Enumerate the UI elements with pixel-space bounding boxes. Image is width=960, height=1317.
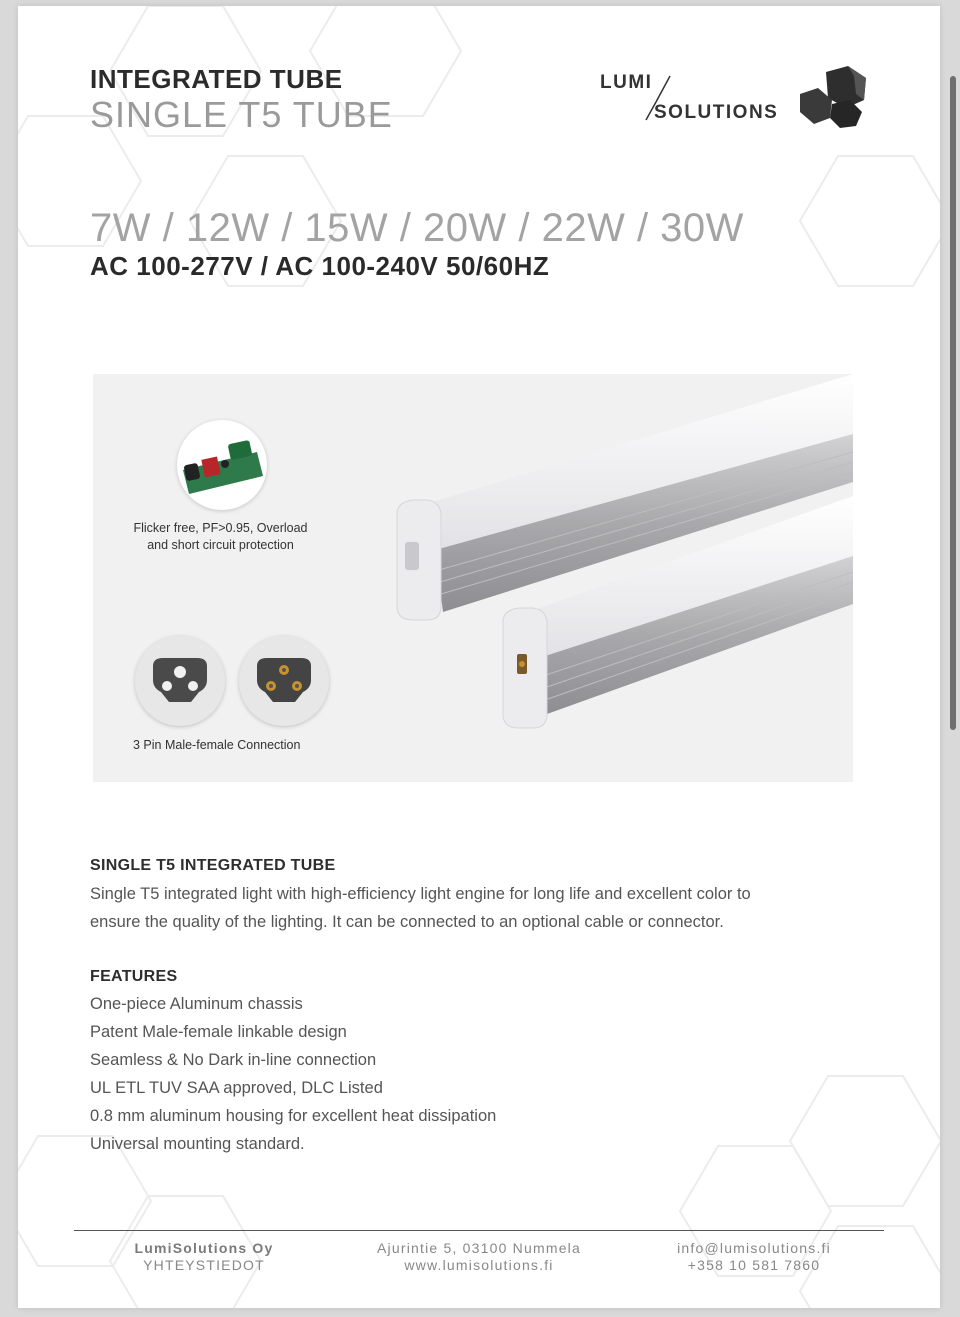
driver-caption-line-1: Flicker free, PF>0.95, Overload <box>133 521 308 535</box>
male-connector-icon <box>135 636 225 726</box>
male-connector-badge <box>135 636 225 726</box>
footer-company <box>114 1240 294 1274</box>
list-item: UL ETL TUV SAA approved, DLC Listed <box>90 1079 383 1097</box>
title-line-2: SINGLE T5 TUBE <box>90 94 393 135</box>
connector-caption: 3 Pin Male-female Connection <box>133 738 301 752</box>
list-item: Patent Male-female linkable design <box>90 1023 347 1041</box>
footer-company-sub: YHTEYSTIEDOT <box>143 1257 265 1273</box>
wattage-options: 7W / 12W / 15W / 20W / 22W / 30W <box>90 206 744 250</box>
footer-website[interactable]: www.lumisolutions.fi <box>404 1257 554 1273</box>
footer-address <box>354 1240 604 1274</box>
company-logo <box>600 64 880 144</box>
list-item: 0.8 mm aluminum housing for excellent heat dissipation <box>90 1107 497 1125</box>
driver-caption <box>133 520 308 554</box>
footer-email[interactable]: info@lumisolutions.fi <box>677 1240 831 1256</box>
footer-company-name: LumiSolutions Oy <box>134 1240 274 1256</box>
list-item: Universal mounting standard. <box>90 1135 305 1153</box>
features-list <box>90 990 496 1158</box>
features-heading: FEATURES <box>90 968 178 985</box>
logo-text-solutions: SOLUTIONS <box>654 102 779 123</box>
list-item: One-piece Aluminum chassis <box>90 995 303 1013</box>
driver-caption-line-2: and short circuit protection <box>147 538 294 552</box>
title-line-1: INTEGRATED TUBE <box>90 64 343 94</box>
female-connector-icon <box>239 636 329 726</box>
description-heading: SINGLE T5 INTEGRATED TUBE <box>90 857 336 874</box>
description-line-1: Single T5 integrated light with high-efficiency light engine for long life and excellent color to <box>90 885 751 903</box>
footer-street: Ajurintie 5, 03100 Nummela <box>377 1240 581 1256</box>
product-image <box>93 374 853 782</box>
logo-text-lumi: LUMI <box>600 72 653 93</box>
led-tube-icon <box>383 374 853 782</box>
spec-sheet-page <box>18 6 940 1308</box>
footer-contact <box>654 1240 854 1274</box>
footer-divider <box>74 1230 884 1231</box>
description-text <box>90 880 880 936</box>
lumi-solutions-logo-icon <box>796 64 880 140</box>
female-connector-badge <box>239 636 329 726</box>
driver-board-icon <box>177 420 267 510</box>
driver-board-badge <box>177 420 267 510</box>
list-item: Seamless & No Dark in-line connection <box>90 1051 377 1069</box>
description-line-2: ensure the quality of the lighting. It can be connected to an optional cable or connector. <box>90 913 724 931</box>
voltage-spec: AC 100-277V / AC 100-240V 50/60HZ <box>90 251 550 281</box>
vertical-scrollbar[interactable] <box>950 76 956 730</box>
footer-phone: +358 10 581 7860 <box>687 1257 821 1273</box>
